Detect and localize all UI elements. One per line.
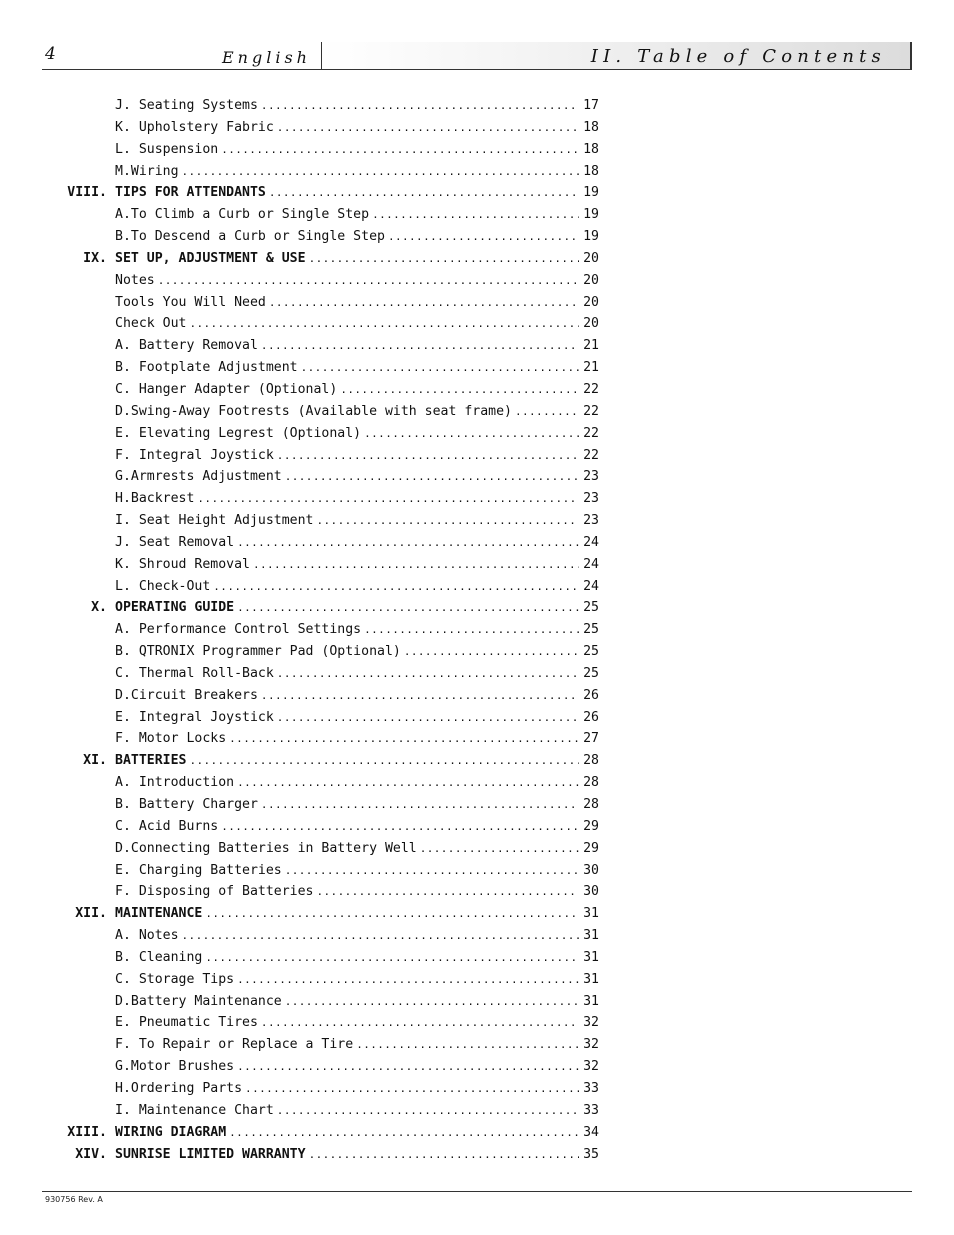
toc-entry-line — [115, 1144, 599, 1166]
dot-leader — [364, 423, 579, 445]
toc-entry-line — [115, 139, 599, 161]
toc-page-number: 25 — [583, 600, 599, 616]
toc-entry — [0, 423, 954, 445]
toc-page-number: 25 — [583, 644, 599, 660]
dot-leader — [261, 95, 579, 117]
toc-entry-title: SUNRISE LIMITED WARRANTY — [115, 1146, 306, 1162]
dot-leader — [221, 139, 579, 161]
toc-entry — [0, 1144, 954, 1166]
toc-entry-line — [115, 292, 599, 314]
dot-leader — [285, 991, 579, 1013]
toc-entry-line — [115, 510, 599, 532]
toc-entry-title: B. Battery Charger — [115, 797, 258, 812]
toc-entry-line — [115, 423, 599, 445]
toc-entry-line — [115, 117, 599, 139]
toc-page-number: 23 — [583, 469, 599, 485]
toc-entry-line — [115, 772, 599, 794]
toc-page-number: 22 — [583, 381, 599, 397]
toc-entry — [0, 838, 954, 860]
toc-section-number: IX. — [83, 250, 107, 266]
toc-page-number: 19 — [583, 229, 599, 245]
dot-leader — [189, 313, 579, 335]
dot-leader — [182, 161, 580, 183]
toc-entry-title: TIPS FOR ATTENDANTS — [115, 185, 266, 201]
toc-entry-line — [115, 641, 599, 663]
toc-page-number: 20 — [583, 294, 599, 310]
toc-section-number: XII. — [75, 906, 107, 922]
toc-entry-title: C. Hanger Adapter (Optional) — [115, 381, 338, 397]
toc-entry-title: F. Disposing of Batteries — [115, 884, 314, 900]
toc-page-number: 33 — [583, 1102, 599, 1118]
toc-entry-line — [115, 161, 599, 183]
toc-entry — [0, 1100, 954, 1122]
dot-leader — [229, 1122, 579, 1144]
toc-entry-line — [115, 619, 599, 641]
toc-entry-line — [115, 728, 599, 750]
dot-leader — [277, 117, 579, 139]
toc-entry — [0, 248, 954, 270]
toc-page-number: 24 — [583, 534, 599, 550]
toc-entry-title: F. Motor Locks — [115, 731, 227, 747]
toc-entry — [0, 95, 954, 117]
toc-entry — [0, 161, 954, 183]
toc-entry-title: K. Upholstery Fabric — [115, 119, 274, 135]
toc-entry-line — [115, 925, 599, 947]
toc-entry-line — [115, 1122, 599, 1144]
toc-page-number: 31 — [583, 993, 599, 1009]
dot-leader — [364, 619, 579, 641]
toc-entry-title: F. Integral Joystick — [115, 447, 274, 463]
toc-page-number: 18 — [583, 119, 599, 135]
toc-page-number: 20 — [583, 250, 599, 266]
dot-leader — [237, 532, 579, 554]
toc-entry-line — [115, 663, 599, 685]
toc-entry-title: Tools You Will Need — [115, 294, 266, 310]
dot-leader — [245, 1078, 579, 1100]
toc-entry-title: A. Notes — [115, 928, 179, 944]
toc-page-number: 30 — [583, 884, 599, 900]
toc-entry-title: B.To Descend a Curb or Single Step — [115, 229, 385, 245]
toc-entry-title: H.Ordering Parts — [115, 1080, 243, 1096]
toc-entry — [0, 445, 954, 467]
toc-entry-title: I. Maintenance Chart — [115, 1102, 274, 1118]
toc-section-number: VIII. — [67, 185, 107, 201]
toc-entry — [0, 1056, 954, 1078]
toc-entry-title: M.Wiring — [115, 163, 179, 179]
toc-entry-line — [115, 794, 599, 816]
toc-entry-title: L. Check-Out — [115, 578, 211, 594]
toc-entry-title: J. Seat Removal — [115, 534, 235, 550]
toc-entry — [0, 794, 954, 816]
toc-entry — [0, 488, 954, 510]
toc-entry-line — [115, 576, 599, 598]
toc-entry — [0, 816, 954, 838]
toc-page-number: 20 — [583, 316, 599, 332]
toc-entry — [0, 1078, 954, 1100]
toc-entry — [0, 903, 954, 925]
toc-entry-title: OPERATING GUIDE — [115, 600, 235, 616]
toc-entry-title: E. Integral Joystick — [115, 709, 274, 725]
toc-entry-line — [115, 270, 599, 292]
toc-page-number: 34 — [583, 1124, 599, 1140]
toc-entry-title: B. Footplate Adjustment — [115, 360, 298, 376]
dot-leader — [229, 728, 579, 750]
toc-entry — [0, 925, 954, 947]
toc-page-number: 32 — [583, 1037, 599, 1053]
toc-entry-line — [115, 1056, 599, 1078]
dot-leader — [261, 1012, 579, 1034]
toc-entry-title: SET UP, ADJUSTMENT & USE — [115, 250, 306, 266]
table-of-contents — [0, 95, 954, 1165]
toc-entry-line — [115, 750, 599, 772]
toc-entry-line — [115, 313, 599, 335]
toc-entry — [0, 597, 954, 619]
toc-page-number: 24 — [583, 578, 599, 594]
toc-entry-title: C. Acid Burns — [115, 818, 219, 834]
toc-entry — [0, 313, 954, 335]
dot-leader — [221, 816, 579, 838]
page-number: 4 — [45, 44, 56, 64]
footer-rule — [42, 1191, 912, 1192]
toc-page-number: 23 — [583, 491, 599, 507]
toc-page-number: 35 — [583, 1146, 599, 1162]
header-language: English — [222, 48, 311, 67]
toc-section-number: X. — [91, 600, 107, 616]
toc-entry-title: I. Seat Height Adjustment — [115, 513, 314, 529]
toc-entry-title: C. Thermal Roll-Back — [115, 665, 274, 681]
toc-entry — [0, 772, 954, 794]
toc-entry — [0, 881, 954, 903]
dot-leader — [237, 969, 579, 991]
toc-entry-line — [115, 1012, 599, 1034]
toc-page-number: 28 — [583, 753, 599, 769]
toc-entry — [0, 1012, 954, 1034]
dot-leader — [285, 466, 579, 488]
toc-page-number: 25 — [583, 665, 599, 681]
dot-leader — [237, 597, 579, 619]
toc-entry-line — [115, 1100, 599, 1122]
toc-entry-line — [115, 816, 599, 838]
toc-page-number: 21 — [583, 360, 599, 376]
dot-leader — [269, 292, 579, 314]
dot-leader — [515, 401, 579, 423]
toc-entry-title: D.Circuit Breakers — [115, 687, 258, 703]
toc-page-number: 31 — [583, 906, 599, 922]
toc-entry — [0, 707, 954, 729]
toc-entry-title: H.Backrest — [115, 491, 195, 507]
dot-leader — [197, 488, 579, 510]
dot-leader — [237, 772, 579, 794]
dot-leader — [309, 248, 580, 270]
toc-entry-title: F. To Repair or Replace a Tire — [115, 1037, 354, 1053]
toc-page-number: 22 — [583, 447, 599, 463]
toc-page-number: 20 — [583, 272, 599, 288]
toc-entry — [0, 139, 954, 161]
toc-entry-title: G.Armrests Adjustment — [115, 469, 282, 485]
toc-entry-title: D.Connecting Batteries in Battery Well — [115, 840, 417, 856]
toc-entry-line — [115, 838, 599, 860]
toc-page-number: 28 — [583, 775, 599, 791]
toc-entry — [0, 532, 954, 554]
toc-entry — [0, 860, 954, 882]
toc-page-number: 26 — [583, 687, 599, 703]
toc-entry — [0, 619, 954, 641]
toc-entry-line — [115, 226, 599, 248]
toc-entry-title: B. QTRONIX Programmer Pad (Optional) — [115, 644, 401, 660]
toc-entry-title: A. Performance Control Settings — [115, 622, 362, 638]
dot-leader — [372, 204, 579, 226]
toc-entry — [0, 685, 954, 707]
dot-leader — [261, 685, 579, 707]
toc-page-number: 29 — [583, 840, 599, 856]
toc-entry — [0, 357, 954, 379]
toc-entry — [0, 969, 954, 991]
toc-entry-line — [115, 182, 599, 204]
toc-page-number: 30 — [583, 862, 599, 878]
header-rule — [42, 69, 912, 70]
dot-leader — [237, 1056, 579, 1078]
toc-section-number: XIII. — [67, 1124, 107, 1140]
toc-section-number: XI. — [83, 753, 107, 769]
toc-page-number: 19 — [583, 185, 599, 201]
toc-page-number: 22 — [583, 403, 599, 419]
toc-entry-line — [115, 488, 599, 510]
toc-entry-line — [115, 532, 599, 554]
dot-leader — [404, 641, 579, 663]
toc-entry — [0, 576, 954, 598]
toc-page-number: 31 — [583, 971, 599, 987]
toc-entry-line — [115, 335, 599, 357]
dot-leader — [356, 1034, 579, 1056]
dot-leader — [261, 335, 579, 357]
toc-entry — [0, 1122, 954, 1144]
toc-entry — [0, 204, 954, 226]
toc-page-number: 31 — [583, 949, 599, 965]
toc-entry — [0, 270, 954, 292]
toc-page-number: 33 — [583, 1080, 599, 1096]
toc-entry-title: E. Pneumatic Tires — [115, 1015, 258, 1031]
toc-entry — [0, 335, 954, 357]
toc-entry-line — [115, 357, 599, 379]
dot-leader — [205, 947, 579, 969]
dot-leader — [420, 838, 579, 860]
dot-leader — [261, 794, 579, 816]
toc-entry-line — [115, 466, 599, 488]
toc-entry — [0, 554, 954, 576]
toc-page-number: 19 — [583, 207, 599, 223]
document-number: 930756 Rev. A — [45, 1195, 103, 1204]
toc-entry — [0, 401, 954, 423]
toc-entry — [0, 641, 954, 663]
toc-entry-line — [115, 881, 599, 903]
dot-leader — [301, 357, 579, 379]
toc-entry-title: J. Seating Systems — [115, 98, 258, 113]
dot-leader — [317, 510, 580, 532]
toc-entry — [0, 991, 954, 1013]
toc-entry-line — [115, 685, 599, 707]
dot-leader — [388, 226, 579, 248]
section-title: II. Table of Contents — [590, 46, 886, 67]
toc-entry — [0, 466, 954, 488]
toc-page-number: 32 — [583, 1059, 599, 1075]
dot-leader — [158, 270, 579, 292]
toc-entry-line — [115, 969, 599, 991]
dot-leader — [213, 576, 579, 598]
toc-entry-title: D.Swing-Away Footrests (Available with seat frame) — [115, 403, 512, 419]
toc-entry — [0, 226, 954, 248]
dot-leader — [269, 182, 579, 204]
toc-entry-line — [115, 204, 599, 226]
toc-entry-title: A.To Climb a Curb or Single Step — [115, 207, 370, 223]
toc-page-number: 18 — [583, 141, 599, 157]
toc-entry-title: K. Shroud Removal — [115, 556, 250, 572]
toc-entry — [0, 510, 954, 532]
toc-page-number: 18 — [583, 163, 599, 179]
toc-entry-line — [115, 991, 599, 1013]
toc-entry — [0, 117, 954, 139]
toc-entry-title: G.Motor Brushes — [115, 1059, 235, 1075]
toc-entry-line — [115, 903, 599, 925]
toc-page-number: 26 — [583, 709, 599, 725]
toc-page-number: 27 — [583, 731, 599, 747]
toc-entry-line — [115, 597, 599, 619]
toc-entry — [0, 292, 954, 314]
toc-entry — [0, 728, 954, 750]
toc-page-number: 22 — [583, 425, 599, 441]
dot-leader — [285, 860, 579, 882]
dot-leader — [340, 379, 579, 401]
toc-entry-line — [115, 947, 599, 969]
toc-page-number: 25 — [583, 622, 599, 638]
dot-leader — [309, 1144, 580, 1166]
toc-page-number: 21 — [583, 338, 599, 354]
toc-entry-line — [115, 707, 599, 729]
toc-page-number: 17 — [583, 98, 599, 113]
toc-entry-line — [115, 1078, 599, 1100]
toc-entry — [0, 750, 954, 772]
toc-entry-title: MAINTENANCE — [115, 906, 203, 922]
header-end-bar — [910, 42, 912, 70]
toc-section-number: XIV. — [75, 1146, 107, 1162]
toc-entry-title: E. Elevating Legrest (Optional) — [115, 425, 362, 441]
toc-entry — [0, 663, 954, 685]
toc-entry-title: WIRING DIAGRAM — [115, 1124, 227, 1140]
dot-leader — [189, 750, 579, 772]
toc-entry-line — [115, 860, 599, 882]
toc-entry-line — [115, 445, 599, 467]
toc-entry-title: D.Battery Maintenance — [115, 993, 282, 1009]
toc-entry — [0, 947, 954, 969]
toc-entry-title: B. Cleaning — [115, 949, 203, 965]
dot-leader — [277, 663, 579, 685]
toc-entry — [0, 182, 954, 204]
toc-entry-line — [115, 379, 599, 401]
toc-entry-line — [115, 95, 599, 117]
toc-entry-title: C. Storage Tips — [115, 971, 235, 987]
dot-leader — [182, 925, 580, 947]
dot-leader — [253, 554, 579, 576]
dot-leader — [317, 881, 580, 903]
toc-page-number: 23 — [583, 513, 599, 529]
toc-page-number: 32 — [583, 1015, 599, 1031]
toc-entry-title: Notes — [115, 272, 155, 288]
dot-leader — [205, 903, 579, 925]
toc-entry-line — [115, 248, 599, 270]
toc-entry — [0, 379, 954, 401]
toc-entry-title: A. Battery Removal — [115, 338, 258, 354]
dot-leader — [277, 707, 579, 729]
toc-entry-line — [115, 401, 599, 423]
toc-entry-title: BATTERIES — [115, 753, 187, 769]
toc-page-number: 28 — [583, 797, 599, 812]
toc-entry — [0, 1034, 954, 1056]
toc-entry-line — [115, 554, 599, 576]
toc-page-number: 24 — [583, 556, 599, 572]
toc-entry-line — [115, 1034, 599, 1056]
toc-page-number: 31 — [583, 928, 599, 944]
toc-entry-title: Check Out — [115, 316, 187, 332]
dot-leader — [277, 1100, 579, 1122]
dot-leader — [277, 445, 579, 467]
toc-entry-title: L. Suspension — [115, 141, 219, 157]
toc-page-number: 29 — [583, 818, 599, 834]
toc-entry-title: E. Charging Batteries — [115, 862, 282, 878]
toc-entry-title: A. Introduction — [115, 775, 235, 791]
